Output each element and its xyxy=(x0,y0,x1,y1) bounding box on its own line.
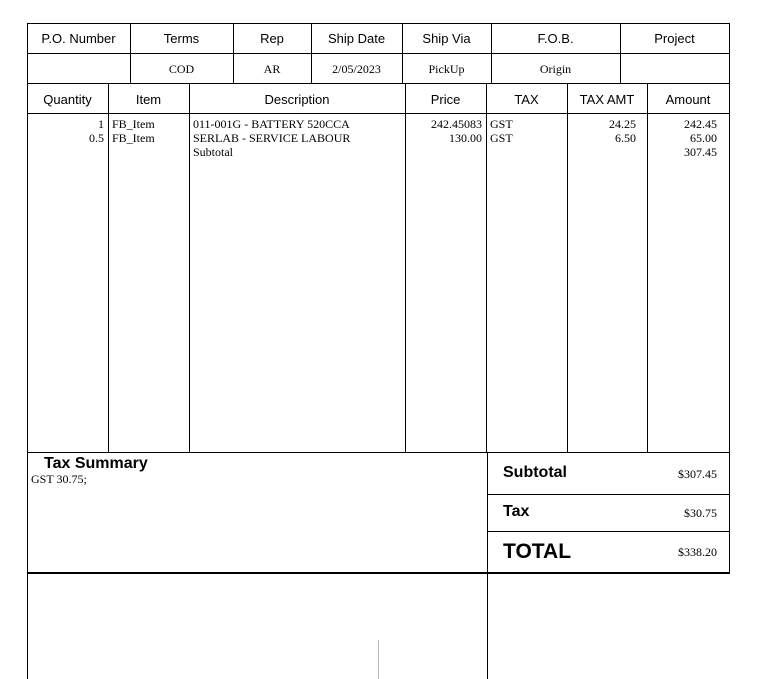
amount-cell: 242.45 xyxy=(684,117,717,131)
tax-amt-cell: 6.50 xyxy=(615,131,636,145)
grid-line xyxy=(189,83,190,452)
grid-line xyxy=(108,83,109,452)
grid-line xyxy=(486,83,487,452)
price-cell: 242.45083 xyxy=(431,117,482,131)
tax-cell: GST xyxy=(490,131,513,145)
grid-line xyxy=(27,23,730,24)
subtotal-value: $307.45 xyxy=(678,467,717,481)
grid-line xyxy=(27,572,730,574)
fob-header: F.O.B. xyxy=(537,31,574,46)
item-cell: FB_Item xyxy=(112,131,155,145)
quantity-header: Quantity xyxy=(43,92,92,107)
ship-date-value: 2/05/2023 xyxy=(332,62,381,76)
tax-column xyxy=(490,117,564,159)
description-header: Description xyxy=(264,92,330,107)
amount-column xyxy=(650,117,717,159)
grid-line xyxy=(27,83,730,84)
tax-amt-cell xyxy=(569,145,636,159)
grid-line xyxy=(378,640,379,679)
description-cell: SERLAB - SERVICE LABOUR xyxy=(193,131,351,145)
tax-cell: GST xyxy=(490,117,513,131)
rep-value: AR xyxy=(263,62,281,76)
price-header: Price xyxy=(430,92,461,107)
description-column xyxy=(193,117,401,159)
tax-amt-column xyxy=(569,117,636,159)
price-cell xyxy=(408,145,482,159)
tax-value: $30.75 xyxy=(684,506,717,520)
grid-line xyxy=(487,452,488,679)
terms-header: Terms xyxy=(163,31,200,46)
amount-cell: 307.45 xyxy=(684,145,717,159)
grid-line xyxy=(567,83,568,452)
tax-amt-cell: 24.25 xyxy=(609,117,636,131)
ship-date-header: Ship Date xyxy=(327,31,386,46)
grid-line xyxy=(27,452,730,453)
grid-line xyxy=(729,23,730,573)
total-label: TOTAL xyxy=(503,540,572,563)
tax-header: TAX xyxy=(514,92,539,107)
po-number-header: P.O. Number xyxy=(41,31,116,46)
ship-via-header: Ship Via xyxy=(422,31,471,46)
tax-summary-text: GST 30.75; xyxy=(31,472,87,486)
total-value: $338.20 xyxy=(678,545,717,559)
ship-via-value: PickUp xyxy=(428,62,465,76)
project-header: Project xyxy=(654,31,695,46)
quantity-cell xyxy=(30,145,104,159)
tax-summary-title: Tax Summary xyxy=(44,455,148,472)
description-cell: 011-001G - BATTERY 520CCA xyxy=(193,117,350,131)
tax-label: Tax xyxy=(503,503,530,520)
grid-line xyxy=(405,83,406,452)
item-column xyxy=(112,117,186,159)
grid-line xyxy=(487,531,730,532)
grid-line xyxy=(487,494,730,495)
tax-cell xyxy=(490,145,564,159)
grid-line xyxy=(647,83,648,452)
grid-line xyxy=(27,53,730,54)
description-cell: Subtotal xyxy=(193,145,234,159)
quantity-column xyxy=(30,117,104,159)
fob-value: Origin xyxy=(539,62,572,76)
rep-header: Rep xyxy=(260,31,284,46)
quantity-cell: 1 xyxy=(98,117,104,131)
tax-amt-header: TAX AMT xyxy=(579,92,635,107)
price-cell: 130.00 xyxy=(449,131,482,145)
amount-cell: 65.00 xyxy=(690,131,717,145)
item-cell xyxy=(112,145,186,159)
subtotal-label: Subtotal xyxy=(503,464,567,481)
amount-header: Amount xyxy=(665,92,711,107)
quantity-cell: 0.5 xyxy=(89,131,104,145)
price-column xyxy=(408,117,482,159)
terms-value: COD xyxy=(168,62,195,76)
item-cell: FB_Item xyxy=(112,117,155,131)
item-header: Item xyxy=(135,92,162,107)
grid-line xyxy=(27,113,730,114)
grid-line xyxy=(27,23,28,679)
